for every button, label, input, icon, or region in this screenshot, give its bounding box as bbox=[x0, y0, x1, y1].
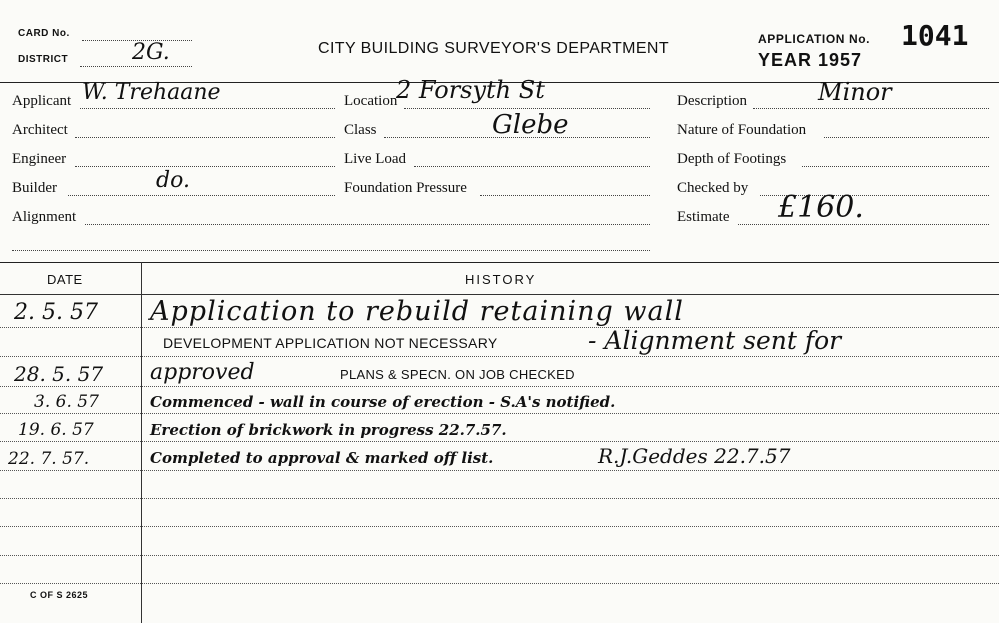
ruled-line bbox=[0, 526, 999, 527]
ruled-line bbox=[0, 470, 999, 471]
history-date: 28. 5. 57 bbox=[14, 362, 104, 386]
history-top-rule bbox=[0, 262, 999, 263]
architect-line bbox=[75, 137, 335, 138]
live-load-line bbox=[414, 166, 650, 167]
form-code: C OF S 2625 bbox=[30, 590, 89, 600]
alignment-line bbox=[85, 224, 650, 225]
history-entry-hand: - Alignment sent for bbox=[588, 326, 842, 355]
location-line bbox=[404, 108, 650, 109]
location-value: 2 Forsyth St bbox=[396, 76, 545, 104]
history-date: 3. 6. 57 bbox=[34, 392, 99, 412]
history-header: HISTORY bbox=[465, 272, 537, 287]
applicant-label: Applicant bbox=[12, 93, 72, 109]
date-column-divider bbox=[141, 262, 142, 623]
history-entry: approved bbox=[150, 360, 255, 385]
card-no-label: CARD No. bbox=[18, 28, 70, 39]
depth-label: Depth of Footings bbox=[677, 151, 787, 167]
estimate-value: £160. bbox=[778, 190, 864, 225]
ruled-line bbox=[0, 583, 999, 584]
nature-label: Nature of Foundation bbox=[677, 122, 807, 138]
district-line bbox=[80, 66, 192, 67]
history-date: 2. 5. 57 bbox=[14, 300, 98, 325]
description-label: Description bbox=[677, 93, 747, 109]
history-date: 22. 7. 57. bbox=[8, 449, 90, 469]
live-load-label: Live Load bbox=[344, 151, 407, 167]
foundation-pressure-label: Foundation Pressure bbox=[344, 180, 467, 196]
engineer-line bbox=[75, 166, 335, 167]
alignment-label: Alignment bbox=[12, 209, 77, 225]
ruled-line bbox=[0, 413, 999, 414]
district-value: 2G. bbox=[132, 40, 170, 65]
builder-label: Builder bbox=[12, 180, 57, 196]
ruled-line bbox=[0, 555, 999, 556]
builder-value: do. bbox=[156, 168, 190, 193]
description-line bbox=[753, 108, 989, 109]
history-signature: R.J.Geddes 22.7.57 bbox=[598, 444, 791, 468]
history-entry: Completed to approval & marked off list. bbox=[150, 449, 494, 467]
ruled-line bbox=[0, 356, 999, 357]
applicant-value: W. Trehaane bbox=[82, 80, 221, 105]
ruled-line bbox=[0, 327, 999, 328]
alignment-line-2 bbox=[12, 250, 650, 251]
history-entry-typed: DEVELOPMENT APPLICATION NOT NECESSARY bbox=[163, 335, 498, 351]
class-label: Class bbox=[344, 122, 377, 138]
class-value: Glebe bbox=[492, 110, 569, 140]
year-label: YEAR 1957 bbox=[758, 50, 863, 70]
district-label: DISTRICT bbox=[18, 54, 69, 65]
date-header: DATE bbox=[47, 272, 83, 287]
depth-line bbox=[802, 166, 989, 167]
architect-label: Architect bbox=[12, 122, 68, 138]
application-label: APPLICATION No. bbox=[758, 32, 871, 46]
application-number: 1041 bbox=[901, 19, 969, 52]
ruled-line bbox=[0, 386, 999, 387]
history-entry: Erection of brickwork in progress 22.7.57. bbox=[150, 421, 507, 439]
history-entry: Application to rebuild retaining wall bbox=[150, 296, 684, 327]
department-title: CITY BUILDING SURVEYOR'S DEPARTMENT bbox=[318, 40, 670, 57]
nature-line bbox=[824, 137, 989, 138]
location-label: Location bbox=[344, 93, 398, 109]
builder-line bbox=[68, 195, 335, 196]
estimate-label: Estimate bbox=[677, 209, 730, 225]
ruled-line bbox=[0, 441, 999, 442]
applicant-line bbox=[80, 108, 335, 109]
description-value: Minor bbox=[818, 78, 892, 106]
history-entry: Commenced - wall in course of erection - S.A's notified. bbox=[150, 393, 616, 411]
history-entry-typed: PLANS & SPECN. ON JOB CHECKED bbox=[340, 367, 575, 382]
engineer-label: Engineer bbox=[12, 151, 67, 167]
ruled-line bbox=[0, 498, 999, 499]
history-date: 19. 6. 57 bbox=[18, 420, 94, 440]
foundation-pressure-line bbox=[480, 195, 650, 196]
history-header-rule bbox=[0, 294, 999, 295]
checked-label: Checked by bbox=[677, 180, 749, 196]
